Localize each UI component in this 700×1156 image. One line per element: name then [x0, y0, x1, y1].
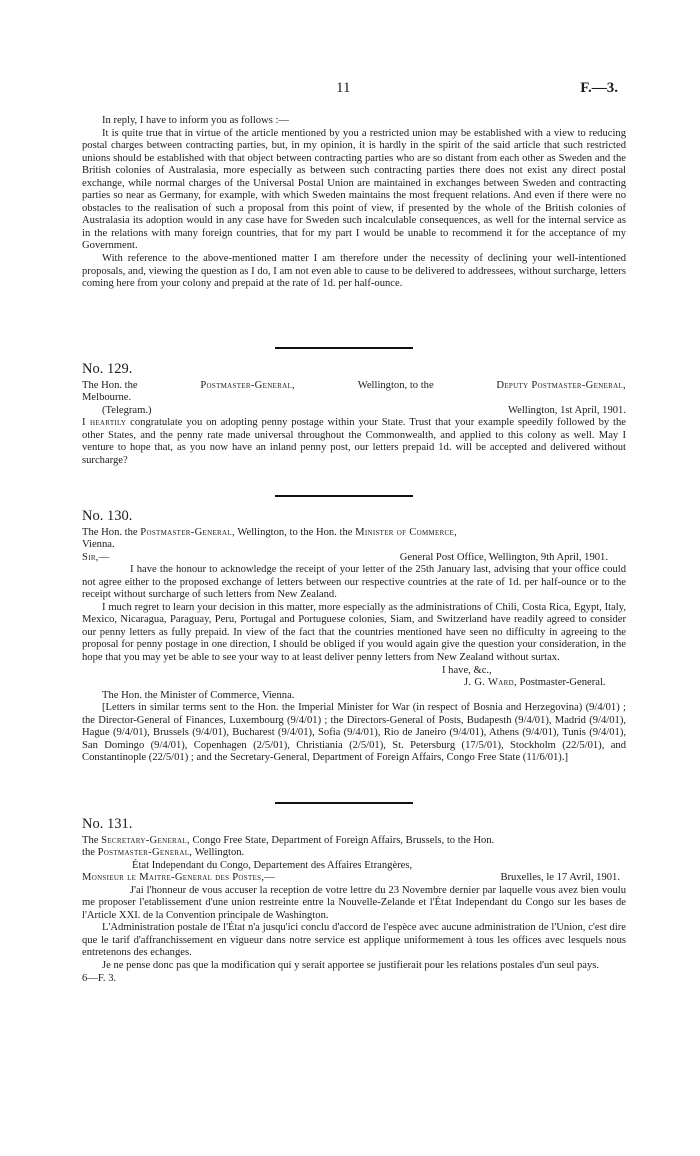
letter-130-paragraph-2: I much regret to learn your decision in this matter, more especially as the administrations of Chili, Costa Rica, Egypt, Italy, Mexico, Nicaragua, Paraguay, Peru, Portugal and Portuguese colonies, Siam, and Switzerland have readily agreed to consider our penny letters as fully prepaid. In view of the fact that the countries mentioned have seen no difficulty in agreeing to the proposal for penny postage in one direction, I should be obliged if you would again give the question your consideration, in the hope that you may yet be able to see your way to at least deliver penny letters from New Zealand without surtax.	[82, 601, 626, 664]
letter-129-body	[82, 417, 626, 467]
letter-130-closing: I have, &c.,	[442, 664, 492, 676]
page-number: 11	[336, 80, 351, 96]
letter-130-paragraph-1: I have the honour to acknowledge the receipt of your letter of the 25th January last, advising that your office could not agree either to the proposed exchange of letters between our respective countries at the rate of 1d. per half-ounce or to the receipt without surcharge of such letters from New Zealand.	[82, 564, 626, 601]
letter-129-from: The Hon. the	[82, 379, 138, 391]
letter-129-meta	[82, 405, 626, 418]
intro-paragraph-1: It is quite true that in virtue of the article mentioned by you a restricted union may be established with a view to reducing postal charges between contracting parties, but, in my opinion, it is hardly in the spirit of the said article that such restricted unions should be established with that object between contracting parties who are so distant from each other as Sweden and the British colonies of Australasia, more especially as between such contracting parties there does not exist any direct postal exchange, while normal charges of the Universal Postal Union are maintained in exchanges between Sweden and contracting parties so near as Germany, for example, with which Sweden maintains the most frequent relations. And even if there were no obstacles to the realisation of such a proposal from this point of view, if presented by the whole of the British colonies of Australasia its adoption would in any case have for Sweden such incalculable consequences, as well for the internal service as in the relations with many foreign countries, that for my part I would be unable to recommend it for the acceptance of my Government.	[82, 127, 626, 252]
letter-130-addr-b: Wellington, to the Hon. the	[237, 526, 353, 538]
letter-131-to-office: Postmaster-General,	[97, 847, 193, 859]
letter-131-meta	[82, 872, 626, 885]
letter-130-number: No. 130.	[82, 508, 133, 524]
letter-130-to-office: Minister of Commerce,	[355, 526, 458, 538]
section-divider	[275, 802, 413, 804]
letter-130-signature	[82, 677, 626, 690]
letter-131-paragraph-3: Je ne pense donc pas que la modification qui y serait apportee se justifierait pour les relations postales d'un seul pays.	[102, 960, 600, 972]
letter-130-sig-name: J. G. Ward,	[464, 677, 517, 689]
letter-131-salutation: Monsieur le Maitre-General des Postes,—	[82, 872, 276, 884]
letter-131-place-date: Bruxelles, le 17 Avril, 1901.	[500, 872, 620, 884]
section-divider	[275, 347, 413, 349]
letter-131-number: No. 131.	[82, 816, 133, 832]
letter-130-place-date: General Post Office, Wellington, 9th April, 1901.	[399, 551, 608, 563]
letter-131-department: État Independant du Congo, Departement des Affaires Etrangères,	[132, 859, 413, 871]
letter-131-paragraph-1: J'ai l'honneur de vous accuser la reception de votre lettre du 23 Novembre dernier par laquelle vous avez bien voulu me proposer l'etablissement d'une union restreinte entre la Nouvelle-Zelande et l'État Independant du Congo sur les bases de l'Article XXI. de la Convention principale de Washington.	[82, 884, 626, 921]
letter-130	[82, 510, 626, 765]
letter-130-address	[82, 527, 626, 540]
letter-129-address	[82, 380, 626, 393]
letter-129	[82, 363, 626, 467]
letter-131-address	[82, 835, 626, 848]
letter-129-to-office: Deputy Postmaster-General,	[496, 379, 626, 391]
letter-129-text: congratulate you on adopting penny postage within your State. Trust that your example speedily followed by the other States, and the penny rate made universal throughout the Commonwealth, and applied to this colony as well. May I venture to hope that, as you now have an inland penny post, our letters prepaid 1d. will be accepted and delivered without surcharge?	[82, 417, 626, 466]
letter-130-note: [Letters in similar terms sent to the Hon. the Imperial Minister for War (in respect of Bosnia and Herzegovina) (9/4/01) ; the Director-General of Finances, Luxembourg (9/4/01) ; the Directors-General of Posts, Budapesth (9/4/01), Madrid (9/4/01), Hague (9/4/01), Brussels (9/4/01), Bucharest (9/4/01), Sofia (9/4/01), Rio de Janeiro (9/4/01), Athens (9/4/01), Tunis (9/4/01), San Domingo (9/4/01), Copenhagen (2/5/01), Christiania (2/5/01), St. Petersburg (17/5/01), Stockholm (22/5/01), and Constantinople (22/5/01) ; and the Secretary-General, Department of Foreign Affairs, Congo Free State (11/6/01).]	[82, 702, 626, 764]
signature-mark: 6—F. 3.	[82, 972, 117, 984]
letter-131	[82, 818, 626, 985]
letter-130-addressee: The Hon. the Minister of Commerce, Vienna.	[102, 689, 295, 701]
letter-130-city: Vienna.	[82, 539, 115, 551]
letter-131-from-office: Secretary-General,	[101, 834, 190, 846]
letter-131-addr-c: the	[82, 847, 95, 859]
letter-131-paragraph-2: L'Administration postale de l'État n'a jusqu'ici conclu d'accord de l'espèce avec aucune administration de l'Union, c'est dire que le tarif d'affranchissement en vigueur dans notre service est applique uniformement à tous les offices avec lesquels nous entretenons des echanges.	[82, 922, 626, 959]
section-divider	[275, 495, 413, 497]
letter-130-addr-a: The Hon. the	[82, 526, 138, 538]
letter-130-sig-title: Postmaster-General.	[516, 677, 606, 689]
intro-section	[82, 115, 626, 291]
letter-129-city: Melbourne.	[82, 392, 132, 404]
letter-129-lead: I heartily	[82, 417, 127, 429]
letter-129-place-date: Wellington, 1st April, 1901.	[507, 404, 626, 416]
letter-130-meta	[82, 552, 626, 565]
letter-129-from-office: Postmaster-General,	[200, 379, 295, 391]
letter-131-address-cont	[82, 847, 626, 860]
letter-131-addr-a: The	[82, 834, 99, 846]
intro-opening: In reply, I have to inform you as follows :—	[102, 115, 290, 126]
document-reference: F.—3.	[580, 80, 618, 96]
letter-129-mid: Wellington, to the	[357, 379, 434, 391]
letter-130-from-office: Postmaster-General,	[140, 526, 235, 538]
letter-129-telegram: (Telegram.)	[102, 404, 152, 416]
letter-131-addr-b: Congo Free State, Department of Foreign Affairs, Brussels, to the Hon.	[192, 834, 495, 846]
letter-131-addr-d: Wellington.	[194, 847, 245, 859]
intro-paragraph-2: With reference to the above-mentioned matter I am therefore under the necessity of declining your well-intentioned proposals, and, viewing the question as I do, I am not even able to cause to be delivered to addressees, without surcharge, letters coming here from your colony and prepaid at the rate of 1d. per half-ounce.	[82, 253, 626, 290]
letter-129-number: No. 129.	[82, 361, 133, 377]
letter-130-salutation: Sir,—	[82, 551, 110, 563]
